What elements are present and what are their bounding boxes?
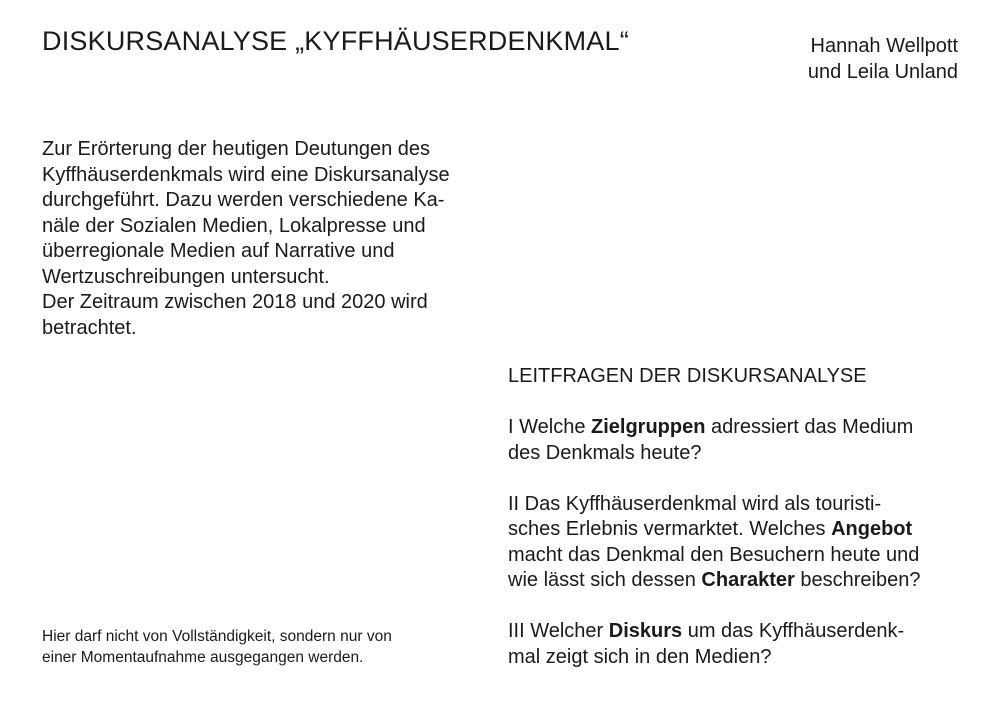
intro-line: überregionale Medien auf Narrative und <box>42 240 395 262</box>
question-keyword: Charakter <box>701 569 795 591</box>
question-keyword: Zielgruppen <box>591 416 706 438</box>
intro-paragraph <box>42 137 482 341</box>
question-line <box>508 568 968 594</box>
footnote-line: Hier darf nicht von Vollständigkeit, sondern nur von <box>42 628 392 645</box>
intro-line: durchgeführt. Dazu werden verschiedene Ka- <box>42 189 445 211</box>
question-text: beschreiben? <box>794 569 921 591</box>
question-2 <box>508 492 968 594</box>
question-line <box>508 517 968 543</box>
footnote <box>42 626 392 668</box>
author-line: Hannah Wellpott <box>810 35 958 57</box>
question-line: II Das Kyffhäuserdenkmal wird als touristi- <box>508 492 882 515</box>
intro-line: Kyffhäuserdenkmals wird eine Diskursanalyse <box>42 163 450 186</box>
question-text: wie lässt sich dessen <box>508 569 702 591</box>
question-line: macht das Denkmal den Besuchern heute und <box>508 543 920 566</box>
question-keyword: Diskurs <box>608 620 683 642</box>
question-text: sches Erlebnis vermarktet. Welches <box>508 518 832 540</box>
intro-line: Der Zeitraum zwischen 2018 und 2020 wird <box>42 291 428 313</box>
question-keyword: Angebot <box>831 518 913 540</box>
question-line <box>508 415 968 441</box>
question-line <box>508 619 968 645</box>
page-title: DISKURSANALYSE „KYFFHÄUSERDENKMAL“ <box>42 26 629 56</box>
author-line: und Leila Unland <box>807 61 958 83</box>
authors <box>808 33 958 85</box>
question-text: adressiert das Medium <box>705 416 914 438</box>
question-line: des Denkmals heute? <box>508 441 702 464</box>
intro-line: Zur Erörterung der heutigen Deutungen des <box>42 138 431 160</box>
guiding-questions <box>508 364 968 696</box>
question-text: I Welche <box>508 416 591 438</box>
question-3 <box>508 619 968 670</box>
footnote-line: einer Momentaufnahme ausgegangen werden. <box>42 649 364 666</box>
question-text: um das Kyffhäuserdenk- <box>682 620 905 642</box>
questions-heading: LEITFRAGEN DER DISKURSANALYSE <box>508 365 867 387</box>
question-line: mal zeigt sich in den Medien? <box>508 645 772 668</box>
intro-line: näle der Sozialen Medien, Lokalpresse und <box>42 214 426 237</box>
question-1 <box>508 415 968 466</box>
intro-line: betrachtet. <box>42 316 137 339</box>
intro-line: Wertzuschreibungen untersucht. <box>42 265 330 288</box>
question-text: III Welcher <box>508 620 609 642</box>
